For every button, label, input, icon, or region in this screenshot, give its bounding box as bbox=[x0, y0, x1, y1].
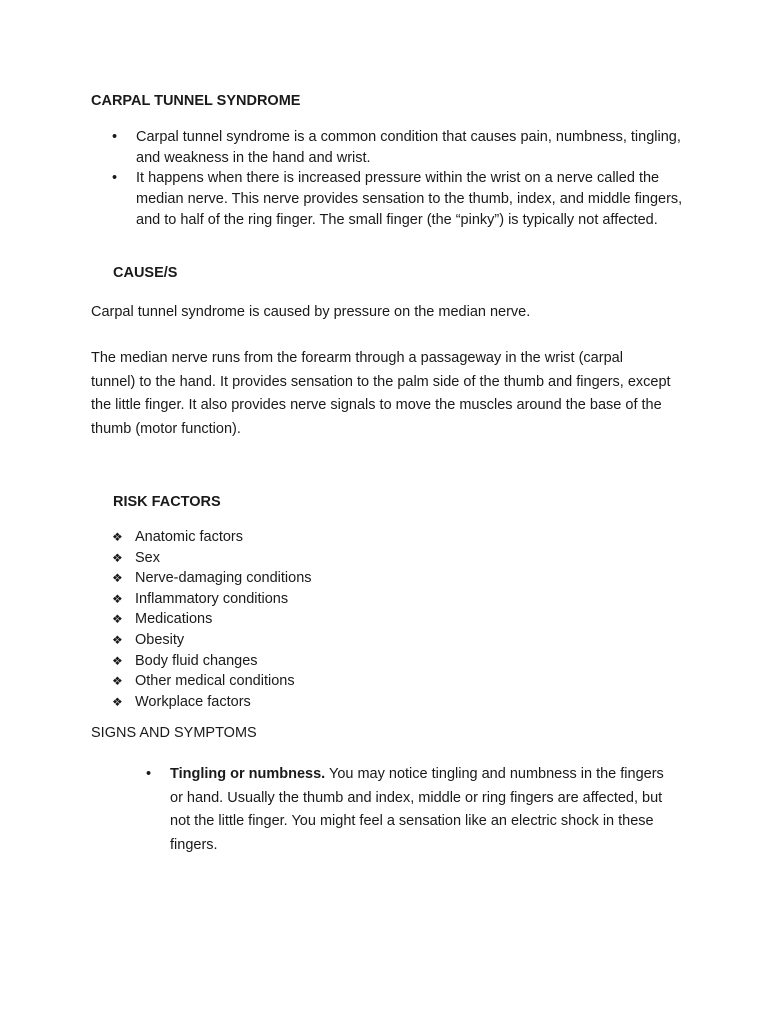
risk-factor-text: Body fluid changes bbox=[135, 652, 258, 669]
list-item bbox=[112, 692, 312, 713]
diamond-bullet-icon: ❖ bbox=[112, 674, 123, 689]
list-item bbox=[112, 671, 312, 692]
round-bullet-icon: • bbox=[146, 766, 152, 782]
symptom-term: Tingling or numbness. bbox=[170, 766, 326, 782]
risk-factor-text: Workplace factors bbox=[135, 693, 251, 710]
document-title: CARPAL TUNNEL SYNDROME bbox=[91, 93, 301, 109]
risk-factor-text: Medications bbox=[135, 611, 213, 628]
risk-factor-text: Nerve-damaging conditions bbox=[135, 570, 312, 587]
risk-factors-list bbox=[112, 527, 312, 712]
diamond-bullet-icon: ❖ bbox=[112, 612, 123, 627]
diamond-bullet-icon: ❖ bbox=[112, 571, 123, 586]
bullet-text: Carpal tunnel syndrome is a common condition that causes pain, numbness, tingling, and weakness in the hand and wrist. bbox=[136, 129, 681, 166]
signs-list bbox=[146, 763, 666, 857]
causes-heading: CAUSE/S bbox=[113, 265, 178, 281]
list-item bbox=[112, 527, 312, 548]
list-item bbox=[112, 568, 312, 589]
round-bullet-icon: • bbox=[112, 129, 118, 145]
list-item bbox=[112, 589, 312, 610]
bullet-text: It happens when there is increased pressure within the wrist on a nerve called the median nerve. This nerve provides sensation to the thumb, index, and middle fingers, and to half of the ring finger. The small finger (the “pinky”) is typically not affected. bbox=[136, 170, 683, 228]
list-item bbox=[112, 630, 312, 651]
risk-factor-text: Obesity bbox=[135, 631, 185, 648]
list-item bbox=[112, 609, 312, 630]
risk-factors-heading: RISK FACTORS bbox=[113, 494, 221, 510]
symptom-text: You may notice tingling and numbness in the fingers or hand. Usually the thumb and index, middle or ring fingers are affected, but not the little finger. You might feel a sensation like an electric shock in these fingers. bbox=[170, 766, 664, 853]
risk-factor-text: Other medical conditions bbox=[135, 673, 295, 690]
list-item bbox=[112, 168, 692, 230]
list-item bbox=[146, 763, 666, 857]
risk-factor-text: Sex bbox=[135, 549, 160, 566]
list-item bbox=[112, 548, 312, 569]
diamond-bullet-icon: ❖ bbox=[112, 694, 123, 709]
signs-symptoms-heading: SIGNS AND SYMPTOMS bbox=[91, 725, 257, 741]
list-item bbox=[112, 651, 312, 672]
diamond-bullet-icon: ❖ bbox=[112, 653, 123, 668]
list-item bbox=[112, 127, 692, 168]
causes-paragraph: Carpal tunnel syndrome is caused by pressure on the median nerve. bbox=[91, 304, 531, 320]
diamond-bullet-icon: ❖ bbox=[112, 550, 123, 565]
intro-bullet-list bbox=[112, 127, 692, 231]
causes-paragraph: The median nerve runs from the forearm through a passageway in the wrist (carpal tunnel) to the hand. It provides sensation to the palm side of the thumb and fingers, except the little finger. It also provides nerve signals to move the muscles around the base of the thumb (motor function). bbox=[91, 350, 671, 437]
risk-factor-text: Inflammatory conditions bbox=[135, 590, 289, 607]
diamond-bullet-icon: ❖ bbox=[112, 632, 123, 647]
risk-factor-text: Anatomic factors bbox=[135, 529, 243, 545]
round-bullet-icon: • bbox=[112, 170, 118, 187]
diamond-bullet-icon: ❖ bbox=[112, 591, 123, 606]
diamond-bullet-icon: ❖ bbox=[112, 530, 123, 544]
